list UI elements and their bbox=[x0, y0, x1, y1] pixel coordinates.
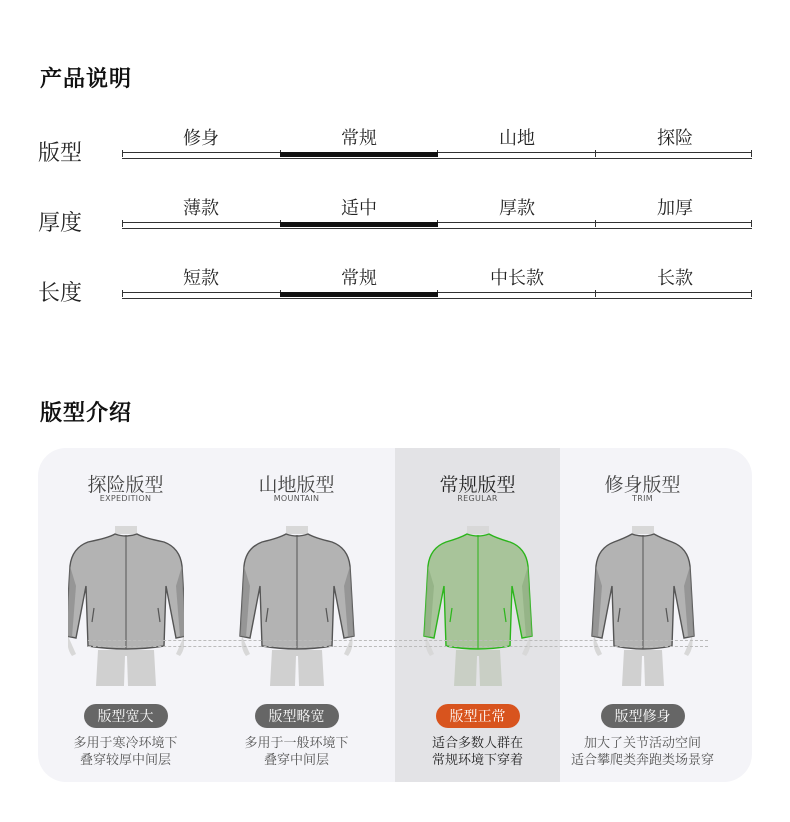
fit-card-trim bbox=[560, 448, 725, 782]
fit-card-description-line: 加大了关节活动空间 bbox=[583, 736, 701, 751]
spec-row bbox=[38, 124, 752, 174]
fit-card-title: 山地版型 bbox=[258, 474, 335, 496]
spec-scale-tick bbox=[751, 290, 752, 297]
spec-scale-tick bbox=[122, 150, 123, 157]
spec-option: 加厚 bbox=[657, 198, 693, 219]
fit-card-description-line: 适合多数人群在 bbox=[431, 736, 523, 751]
waist-guide-line bbox=[88, 640, 708, 641]
spec-selected-segment bbox=[280, 152, 438, 157]
fit-card-regular bbox=[395, 448, 560, 782]
fit-card-description-line: 多用于一般环境下 bbox=[244, 736, 349, 751]
fit-card-expedition bbox=[43, 448, 208, 782]
fit-card-description-line: 叠穿较厚中间层 bbox=[79, 753, 171, 768]
spec-selected-segment bbox=[280, 222, 438, 227]
fit-card-description-line: 常规环境下穿着 bbox=[431, 753, 523, 768]
spec-option: 修身 bbox=[183, 128, 219, 149]
spec-scale-tick bbox=[122, 290, 123, 297]
jacket-regular-icon bbox=[420, 526, 536, 688]
fit-card-subtitle: REGULAR bbox=[457, 494, 498, 503]
fit-card-description-line: 叠穿中间层 bbox=[263, 753, 329, 768]
jacket-relaxed-icon bbox=[239, 526, 355, 688]
spec-scale-tick bbox=[595, 150, 596, 157]
waist-guide-line-lower bbox=[88, 646, 708, 647]
fit-card-badge: 版型修身 bbox=[601, 704, 685, 728]
fit-card-description bbox=[214, 735, 379, 769]
spec-scale-tick bbox=[751, 150, 752, 157]
spec-option: 适中 bbox=[341, 198, 377, 219]
fit-card-badge: 版型宽大 bbox=[84, 704, 168, 728]
spec-option: 中长款 bbox=[490, 268, 544, 289]
fit-card-mountain bbox=[214, 448, 379, 782]
spec-scale-tick bbox=[751, 220, 752, 227]
fit-intro-title: 版型介绍 bbox=[40, 401, 133, 426]
spec-selected-segment bbox=[280, 292, 438, 297]
spec-option: 长款 bbox=[657, 268, 693, 289]
fit-card-description bbox=[43, 735, 208, 769]
fit-cards-panel bbox=[38, 448, 752, 782]
spec-option: 常规 bbox=[341, 128, 377, 149]
spec-option: 常规 bbox=[341, 268, 377, 289]
spec-row-label: 厚度 bbox=[38, 211, 83, 236]
spec-row bbox=[38, 194, 752, 244]
spec-option: 短款 bbox=[183, 268, 219, 289]
spec-row bbox=[38, 264, 752, 314]
fit-card-subtitle: MOUNTAIN bbox=[273, 494, 320, 503]
fit-card-subtitle: EXPEDITION bbox=[99, 494, 152, 503]
spec-scale-tick bbox=[595, 290, 596, 297]
spec-scale-tick bbox=[595, 220, 596, 227]
jacket-trim-icon bbox=[585, 526, 701, 688]
product-info-title: 产品说明 bbox=[40, 67, 133, 92]
spec-scale-tick bbox=[122, 220, 123, 227]
fit-card-title: 修身版型 bbox=[604, 474, 681, 496]
spec-row-label: 版型 bbox=[38, 141, 83, 166]
spec-scale-bar bbox=[122, 222, 752, 229]
fit-card-subtitle: TRIM bbox=[632, 494, 653, 503]
spec-option: 山地 bbox=[499, 128, 535, 149]
fit-card-description-line: 多用于寒冷环境下 bbox=[73, 736, 178, 751]
fit-card-title: 探险版型 bbox=[87, 474, 164, 496]
fit-card-title: 常规版型 bbox=[439, 474, 516, 496]
fit-card-description bbox=[560, 735, 725, 769]
spec-option: 探险 bbox=[657, 128, 693, 149]
spec-option: 厚款 bbox=[499, 198, 535, 219]
spec-row-label: 长度 bbox=[38, 281, 83, 306]
fit-card-badge: 版型略宽 bbox=[255, 704, 339, 728]
jacket-loose-icon bbox=[68, 526, 184, 688]
spec-scale-bar bbox=[122, 152, 752, 159]
fit-card-badge: 版型正常 bbox=[436, 704, 520, 728]
spec-scale-bar bbox=[122, 292, 752, 299]
spec-option: 薄款 bbox=[183, 198, 219, 219]
fit-card-description-line: 适合攀爬类奔跑类场景穿 bbox=[570, 753, 714, 768]
fit-card-description bbox=[395, 735, 560, 769]
